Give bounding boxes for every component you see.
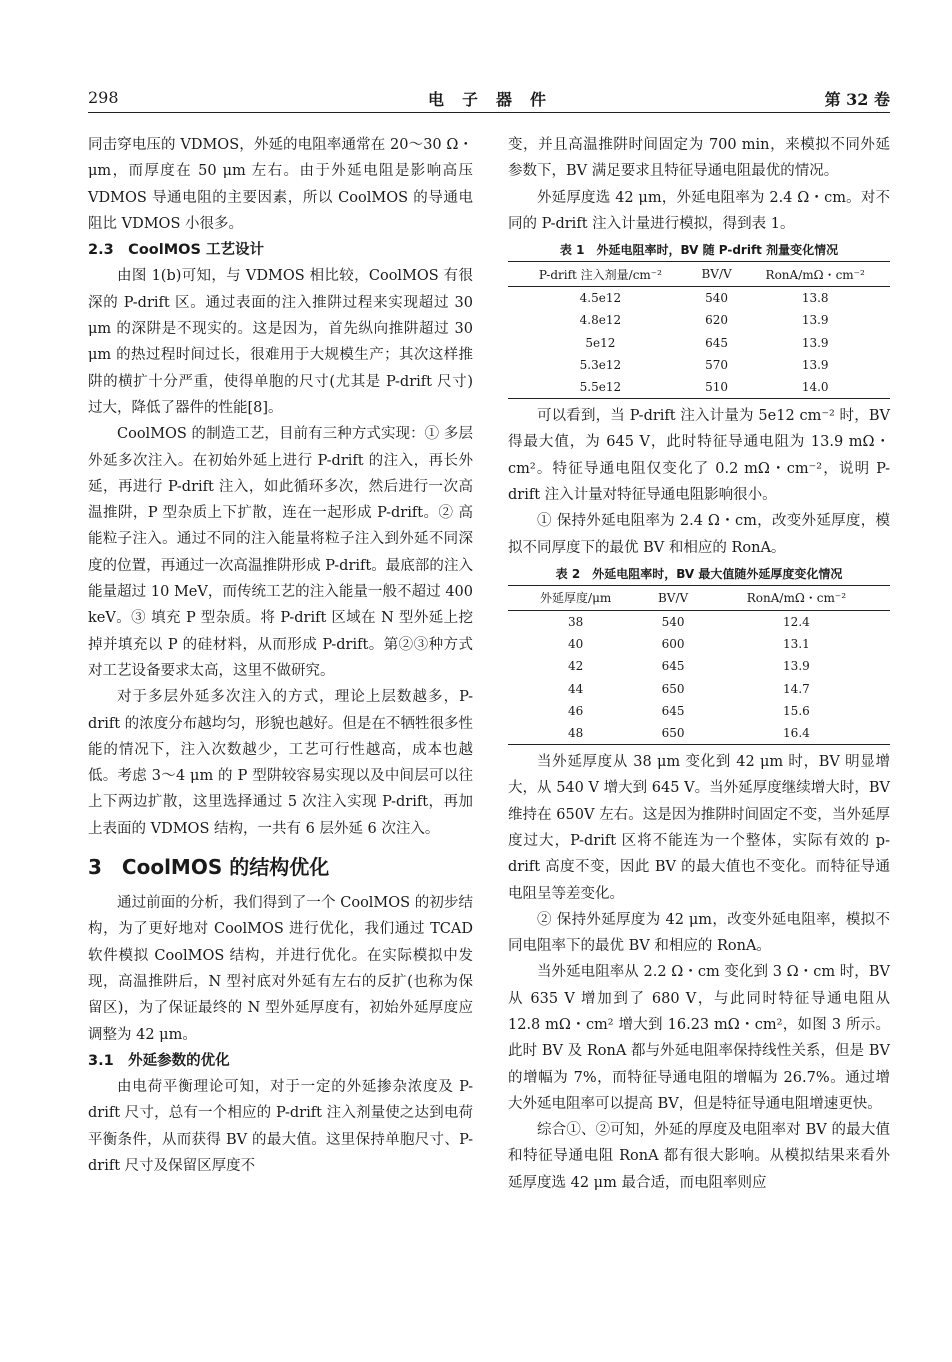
table-cell: 4.5e12: [579, 291, 622, 306]
table-row: [508, 376, 890, 399]
table-cell: 4.8e12: [579, 313, 622, 328]
paragraph: 同击穿电压的 VDMOS，外延的电阻率通常在 20～30 Ω・μm，而厚度在 50 μm 左右。由于外延电阻是影响高压 VDMOS 导通电阻的主要因素，所以 CoolMOS 的导通电阻比 VDMOS 小很多。: [88, 137, 473, 232]
paragraph: 变，并且高温推阱时间固定为 700 min，来模拟不同外延参数下，BV 满足要求且特征导通电阻最优的情况。: [508, 137, 890, 180]
journal-title: 电子器件: [428, 90, 565, 109]
table-cell: 5e12: [585, 335, 616, 350]
table-cell: 650: [643, 722, 703, 745]
table-cell: 13.1: [783, 637, 810, 652]
table-cell: 13.8: [801, 291, 829, 306]
table-cell: 40: [568, 637, 584, 652]
table-cell: 15.6: [783, 703, 810, 718]
table-row: [508, 655, 890, 677]
table-cell: 46: [568, 703, 584, 718]
table-cell: 5.3e12: [579, 357, 622, 372]
table-row: [508, 287, 890, 310]
paragraph: 当外延电阻率从 2.2 Ω・cm 变化到 3 Ω・cm 时，BV 从 635 V 增加到了 680 V，与此同时特征导通电阻从 12.8 mΩ・cm² 增大到 16.23 mΩ・cm²，如图 3 所示。此时 BV 及 RonA 都与外延电阻率保持线性关系，但是 BV 的增幅为 7%，而特征导通电阻的增幅为 26.7%。通过增大外延电阻率可以提高 BV，但是特征导通电阻增速更快。: [508, 964, 890, 1112]
table-cell: 540: [705, 291, 729, 306]
table-cell: 645: [661, 659, 685, 674]
table-cell: 14.0: [740, 376, 890, 399]
table-header-cell: P-drift 注入剂量/cm⁻²: [508, 262, 693, 287]
table-cell: 13.9: [801, 313, 829, 328]
table-cell: 13.9: [801, 335, 829, 350]
table-cell: 12.4: [783, 615, 810, 629]
paragraph: 综合①、②可知，外延的厚度及电阻率对 BV 的最大值和特征导通电阻 RonA 都有很大影响。从模拟结果来看外延厚度选 42 μm 最合适，而电阻率则应: [508, 1122, 890, 1191]
table-cell: 540: [661, 615, 685, 629]
table-row: [508, 633, 890, 655]
table-cell: 620: [705, 313, 729, 328]
table-cell: 13.9: [783, 659, 810, 674]
paragraph: 由图 1(b)可知，与 VDMOS 相比较，CoolMOS 有很深的 P-drift 区。通过表面的注入推阱过程来实现超过 30 μm 的深阱是不现实的。这是因为，首先纵向推阱超过 30 μm 的热过程时间过长，很难用于大规模生产；其次这样推阱的横扩十分严重，使得单胞的尺寸(尤其是 P-drift 尺寸)过大，降低了器件的性能[8]。: [88, 268, 473, 416]
table-1: [508, 261, 890, 399]
table-header-cell: RonA/mΩ・cm⁻²: [740, 262, 890, 287]
paragraph: 可以看到，当 P-drift 注入计量为 5e12 cm⁻² 时，BV 得最大值，为 645 V，此时特征导通电阻为 13.9 mΩ・cm²。特征导通电阻仅变化了 0.2 mΩ・cm⁻²，说明 P-drift 注入计量对特征导通电阻影响很小。: [508, 408, 890, 504]
table-cell: 645: [705, 335, 729, 350]
table-row: [508, 332, 890, 354]
table-cell: 14.7: [783, 681, 810, 696]
right-column: [508, 132, 890, 1196]
table-row: [508, 610, 890, 633]
table-cell: 48: [508, 722, 643, 745]
paragraph: ① 保持外延电阻率为 2.4 Ω・cm，改变外延厚度，模拟不同厚度下的最优 BV 和相应的 RonA。: [508, 513, 890, 556]
paragraph: 对于多层外延多次注入的方式，理论上层数越多，P-drift 的浓度分布越均匀，形貌也越好。但是在不牺牲很多性能的情况下，注入次数越少，工艺可行性越高，成本也越低。考虑 3～4 μm 的 P 型阱较容易实现以及中间层可以往上下两边扩散，这里选择通过 5 次注入实现 P-drift，再加上表面的 VDMOS 结构，一共有 6 层外延 6 次注入。: [88, 689, 473, 837]
table-cell: 645: [661, 703, 685, 718]
page-number: 298: [88, 88, 119, 107]
table-cell: 44: [568, 681, 584, 696]
table-2-caption: 表 2 外延电阻率时，BV 最大值随外延厚度变化情况: [555, 566, 843, 581]
table-cell: 600: [661, 637, 685, 652]
table-header-row: [508, 585, 890, 610]
table-cell: 13.9: [801, 357, 829, 372]
table-row: [508, 700, 890, 722]
section-heading-2-3: 2.3 CoolMOS 工艺设计: [88, 242, 264, 259]
paragraph: CoolMOS 的制造工艺，目前有三种方式实现：① 多层外延多次注入。在初始外延上进行 P-drift 的注入，再长外延，再进行 P-drift 注入，如此循环多次，然后进行一次高温推阱，P 型杂质上下扩散，连在一起形成 P-drift。② 高能粒子注入。通过不同的注入能量将粒子注入到外延不同深度的位置，再通过一次高温推阱形成 P-drift。最底部的注入能量超过 10 MeV，而传统工艺的注入能量一般不超过 400 keV。③ 填充 P 型杂质。将 P-drift 区域在 N 型外延上挖掉并填充以 P 的硅材料，从而形成 P-drift。第②③种方式对工艺设备要求太高，这里不做研究。: [88, 426, 473, 679]
table-1-caption: 表 1 外延电阻率时，BV 随 P-drift 剂量变化情况: [559, 243, 839, 258]
table-cell: 570: [705, 357, 729, 372]
volume-label: 第 32 卷: [824, 90, 890, 109]
table-row: [508, 309, 890, 331]
table-cell: 650: [661, 681, 685, 696]
section-heading-3-1: 3.1 外延参数的优化: [88, 1052, 230, 1069]
table-header-cell: RonA/mΩ・cm⁻²: [703, 585, 890, 610]
table-cell: 42: [568, 659, 584, 674]
paragraph: 当外延厚度从 38 μm 变化到 42 μm 时，BV 明显增大，从 540 V 增大到 645 V。当外延厚度继续增大时，BV 维持在 650V 左右。这是因为推阱时间固定不变，当外延厚度过大，P-drift 区将不能连为一个整体，实际有效的 p-drift 高度不变，因此 BV 的最大值也不变化。而特征导通电阻呈等差变化。: [508, 754, 890, 902]
table-2: [508, 585, 890, 745]
table-cell: 510: [693, 376, 741, 399]
table-cell: 16.4: [703, 722, 890, 745]
table-row: [508, 677, 890, 699]
left-column: [88, 132, 473, 1179]
table-header-row: [508, 262, 890, 287]
paragraph: 由电荷平衡理论可知，对于一定的外延掺杂浓度及 P-drift 尺寸，总有一个相应的 P-drift 注入剂量使之达到电荷平衡条件，从而获得 BV 的最大值。这里保持单胞尺寸、P-drift 尺寸及保留区厚度不: [88, 1079, 473, 1174]
table-cell: 5.5e12: [508, 376, 693, 399]
table-row: [508, 722, 890, 745]
running-header: [88, 86, 890, 113]
table-row: [508, 354, 890, 376]
table-header-cell: BV/V: [643, 585, 703, 610]
section-heading-3: 3 CoolMOS 的结构优化: [88, 855, 330, 880]
table-header-cell: 外延厚度/μm: [508, 585, 643, 610]
table-cell: 38: [568, 615, 584, 629]
paragraph: 通过前面的分析，我们得到了一个 CoolMOS 的初步结构，为了更好地对 CoolMOS 进行优化，我们通过 TCAD 软件模拟 CoolMOS 结构，并进行优化。在实际模拟中发现，高温推阱后，N 型衬底对外延有左右的反扩(也称为保留区)，为了保证最终的 N 型外延厚度有，初始外延厚度应调整为 42 μm。: [88, 895, 473, 1043]
paragraph: 外延厚度选 42 μm，外延电阻率为 2.4 Ω・cm。对不同的 P-drift 注入计量进行模拟，得到表 1。: [508, 189, 890, 232]
paragraph: ② 保持外延厚度为 42 μm，改变外延电阻率，模拟不同电阻率下的最优 BV 和相应的 RonA。: [508, 911, 890, 955]
table-header-cell: BV/V: [693, 262, 741, 287]
